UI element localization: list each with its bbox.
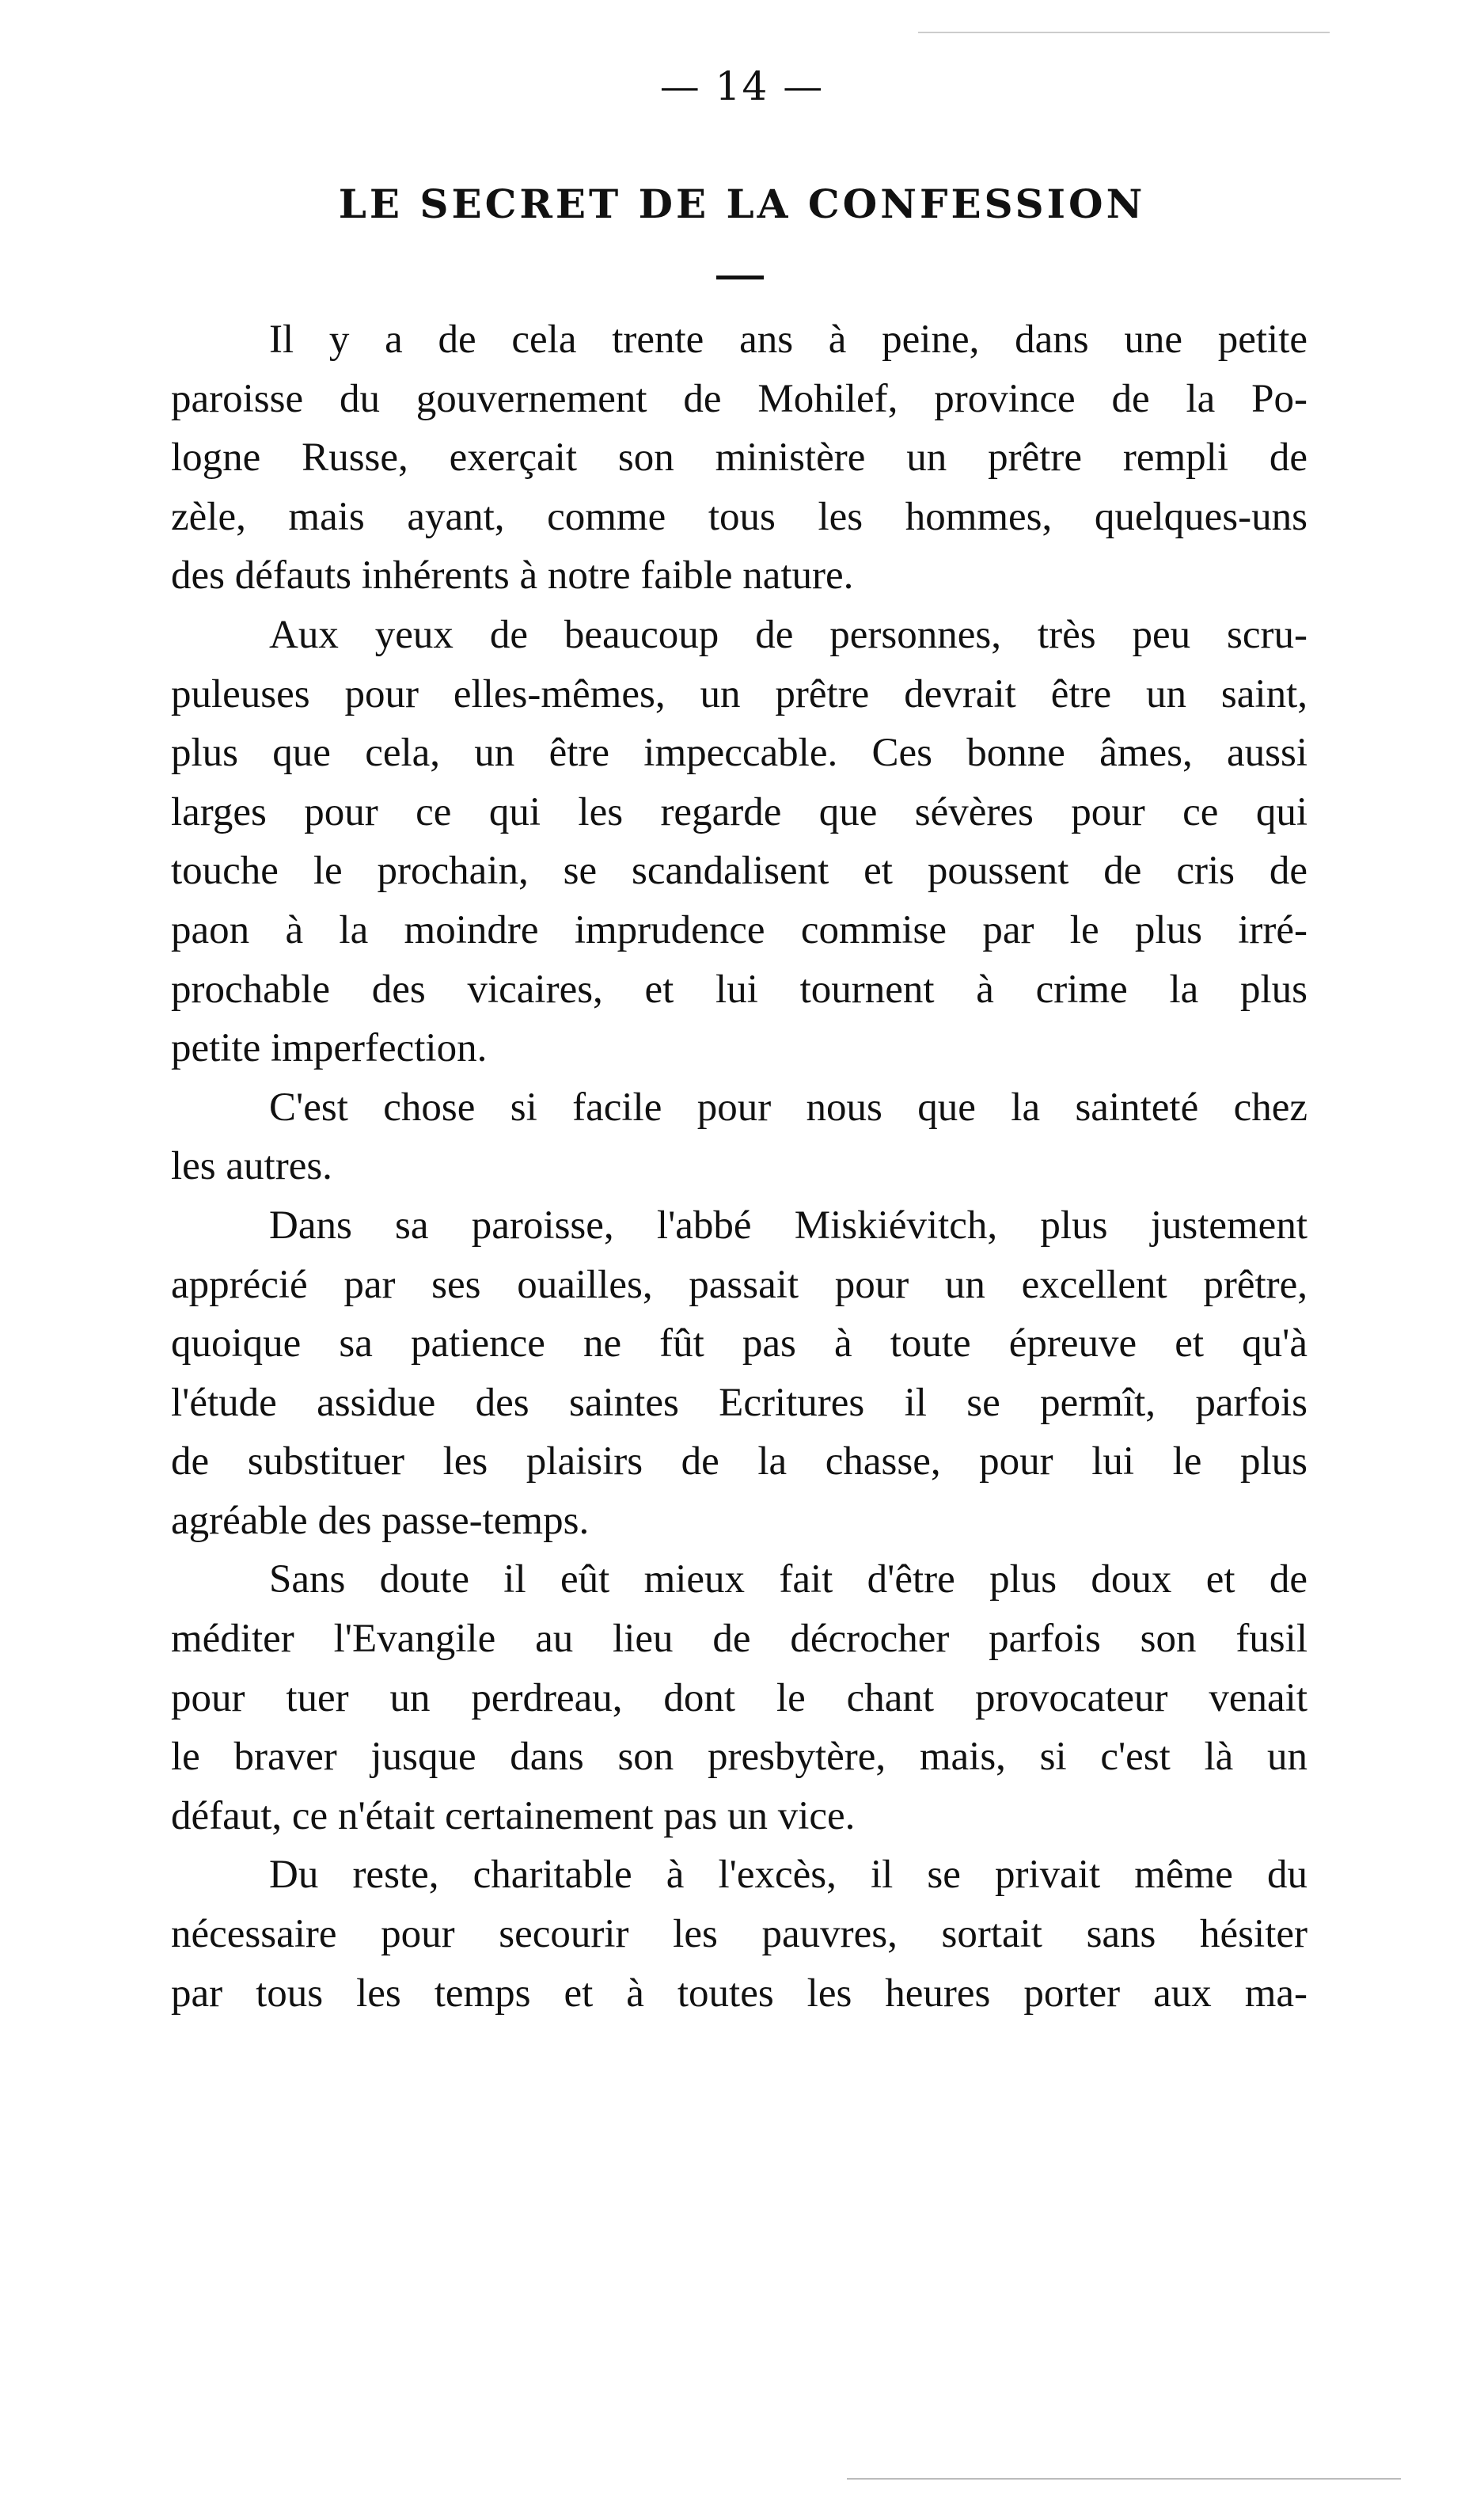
text-line: puleuses pour elles-mêmes, un prêtre devrait être un saint, [171,671,1308,716]
text-line: de substituer les plaisirs de la chasse, pour lui le plus [171,1439,1308,1484]
title-divider [716,276,764,279]
paragraph [171,1845,1308,2023]
text-line: zèle, mais ayant, comme tous les hommes, quelques-uns [171,494,1308,539]
bottom-edge-rule [847,2478,1401,2480]
text-line: le braver jusque dans son presbytère, mais, si c'est là un [171,1735,1308,1780]
paragraph [171,1078,1308,1196]
text-line: nécessaire pour secourir les pauvres, sortait sans hésiter [171,1912,1308,1957]
text-line: quoique sa patience ne fût pas à toute épreuve et qu'à [171,1321,1308,1366]
text-line: Aux yeux de beaucoup de personnes, très peu scru- [269,612,1308,657]
text-line: plus que cela, un être impeccable. Ces bonne âmes, aussi [171,731,1308,776]
text-line: Du reste, charitable à l'excès, il se privait même du [269,1853,1308,1898]
top-edge-rule [918,32,1330,33]
text-line: petite imperfection. [171,1026,488,1071]
text-line: logne Russe, exerçait son ministère un prêtre rempli de [171,435,1308,481]
text-line: les autres. [171,1144,332,1189]
page-number: — 14 — [659,63,825,109]
text-line: touche le prochain, se scandalisent et poussent de cris de [171,849,1308,894]
paragraph [171,310,1308,606]
text-line: prochable des vicaires, et lui tournent à crime la plus [171,967,1308,1012]
paragraph [171,606,1308,1078]
text-line: pour tuer un perdreau, dont le chant provocateur venait [171,1675,1308,1720]
chapter-title: LE SECRET DE LA CONFESSION [338,181,1146,227]
paragraph [171,1196,1308,1551]
text-line: l'étude assidue des saintes Ecritures il se permît, parfois [171,1380,1308,1425]
text-line: des défauts inhérents à notre faible nature. [171,553,854,599]
body-text [171,310,1308,2023]
text-line: paroisse du gouvernement de Mohilef, province de la Po- [171,376,1308,421]
text-line: Dans sa paroisse, l'abbé Miskiévitch, plus justement [269,1203,1308,1248]
text-line: larges pour ce qui les regarde que sévères pour ce qui [171,789,1308,834]
text-line: défaut, ce n'était certainement pas un vice. [171,1793,856,1838]
text-line: par tous les temps et à toutes les heures porter aux ma- [171,1971,1308,2016]
text-line: apprécié par ses ouailles, passait pour un excellent prêtre, [171,1262,1308,1307]
text-line: paon à la moindre imprudence commise par le plus irré- [171,907,1308,952]
text-line: méditer l'Evangile au lieu de décrocher parfois son fusil [171,1617,1308,1662]
paragraph [171,1550,1308,1845]
text-line: agréable des passe-temps. [171,1498,590,1543]
text-line: Sans doute il eût mieux fait d'être plus doux et de [269,1557,1308,1602]
text-line: Il y a de cela trente ans à peine, dans une petite [269,317,1308,362]
text-line: C'est chose si facile pour nous que la sainteté chez [269,1085,1308,1130]
